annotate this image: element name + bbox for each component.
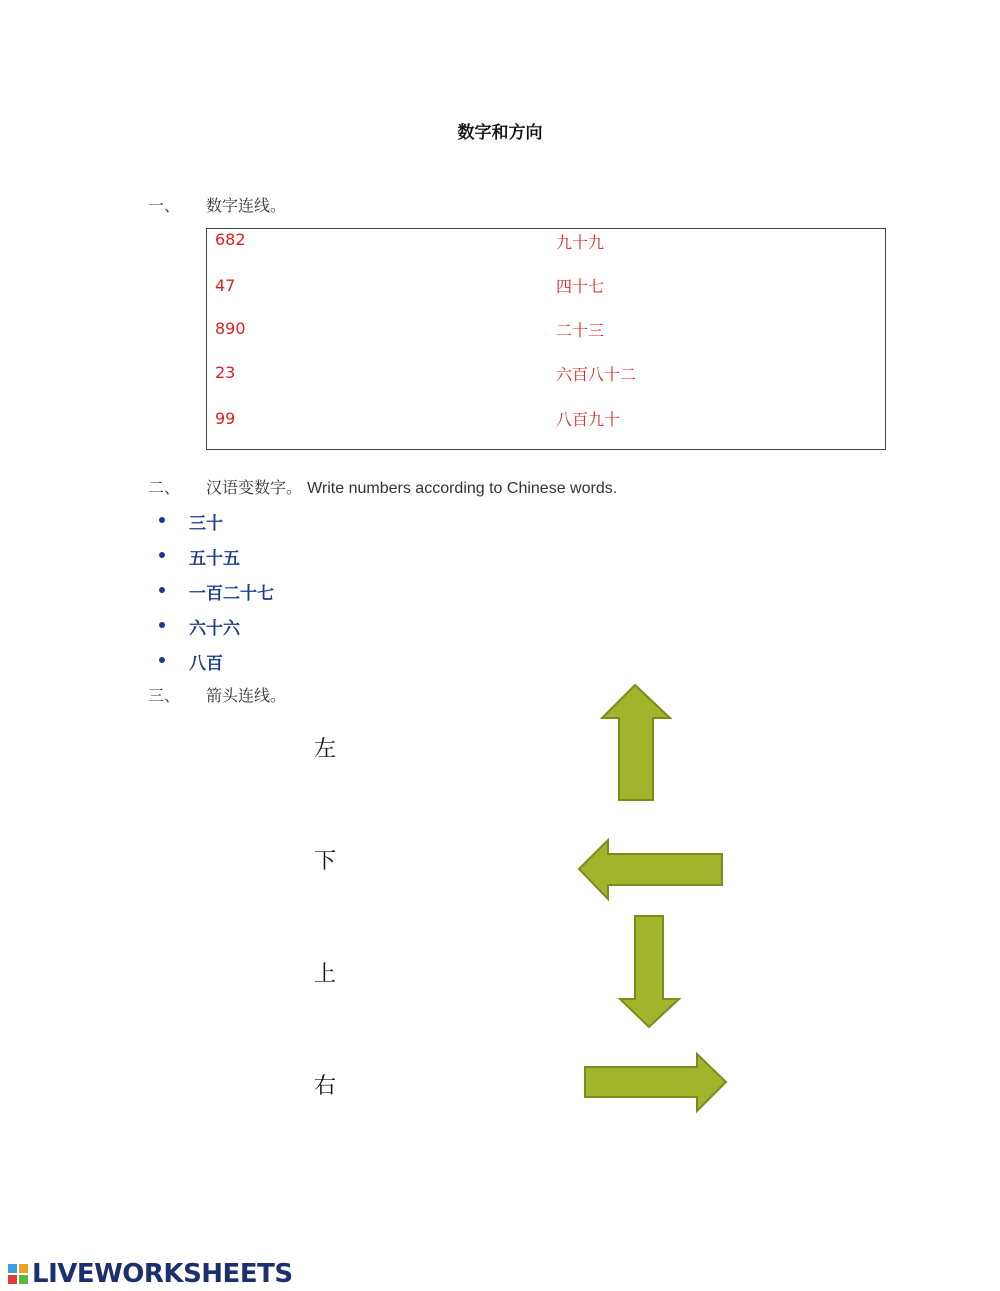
section-1-title: 数字连线。: [206, 196, 287, 215]
number-matching-box: [206, 228, 886, 450]
section-2-title: [206, 475, 617, 498]
section-3-number: 三、: [148, 686, 181, 705]
section-1-number: 一、: [148, 196, 181, 215]
section-2-title-en: Write numbers according to Chinese words.: [307, 480, 618, 497]
section-3-title: 箭头连线。: [206, 686, 287, 705]
number-item[interactable]: 890: [215, 319, 246, 338]
chinese-number-item[interactable]: 八百九十: [556, 410, 621, 429]
number-item[interactable]: 99: [215, 409, 236, 428]
chinese-number-item[interactable]: 六百八十二: [556, 365, 637, 384]
chinese-number-item[interactable]: 四十七: [556, 277, 605, 296]
up-arrow-icon[interactable]: [600, 683, 672, 803]
brand-name: LIVEWORKSHEETS: [32, 1259, 293, 1289]
list-item: 三十: [189, 514, 223, 534]
logo-square: [8, 1275, 17, 1284]
logo-square: [19, 1275, 28, 1284]
left-arrow-icon[interactable]: [577, 838, 725, 902]
chinese-number-item[interactable]: 九十九: [556, 233, 605, 252]
direction-char-left[interactable]: 左: [314, 737, 337, 762]
bullet-icon: [159, 517, 165, 523]
logo-square: [19, 1264, 28, 1273]
right-arrow-icon[interactable]: [583, 1052, 729, 1114]
number-item[interactable]: 47: [215, 276, 236, 295]
bullet-icon: [159, 552, 165, 558]
down-arrow-icon[interactable]: [618, 914, 682, 1030]
direction-char-up[interactable]: 上: [314, 962, 337, 987]
bullet-icon: [159, 657, 165, 663]
list-item: 六十六: [189, 619, 240, 639]
brand-logo[interactable]: [8, 1258, 293, 1290]
number-item[interactable]: 23: [215, 363, 236, 382]
bullet-icon: [159, 622, 165, 628]
list-item: 八百: [189, 654, 223, 674]
logo-square: [8, 1264, 17, 1273]
number-item[interactable]: 682: [215, 230, 246, 249]
list-item: 五十五: [189, 549, 240, 569]
direction-char-down[interactable]: 下: [314, 849, 337, 874]
list-item: 一百二十七: [189, 584, 274, 604]
section-2-number: 二、: [148, 478, 181, 497]
chinese-number-item[interactable]: 二十三: [556, 321, 605, 340]
bullet-icon: [159, 587, 165, 593]
section-2-title-zh: 汉语变数字。: [206, 478, 303, 497]
direction-char-right[interactable]: 右: [314, 1074, 337, 1099]
page-title: 数字和方向: [457, 123, 543, 143]
logo-icon: [8, 1264, 28, 1284]
